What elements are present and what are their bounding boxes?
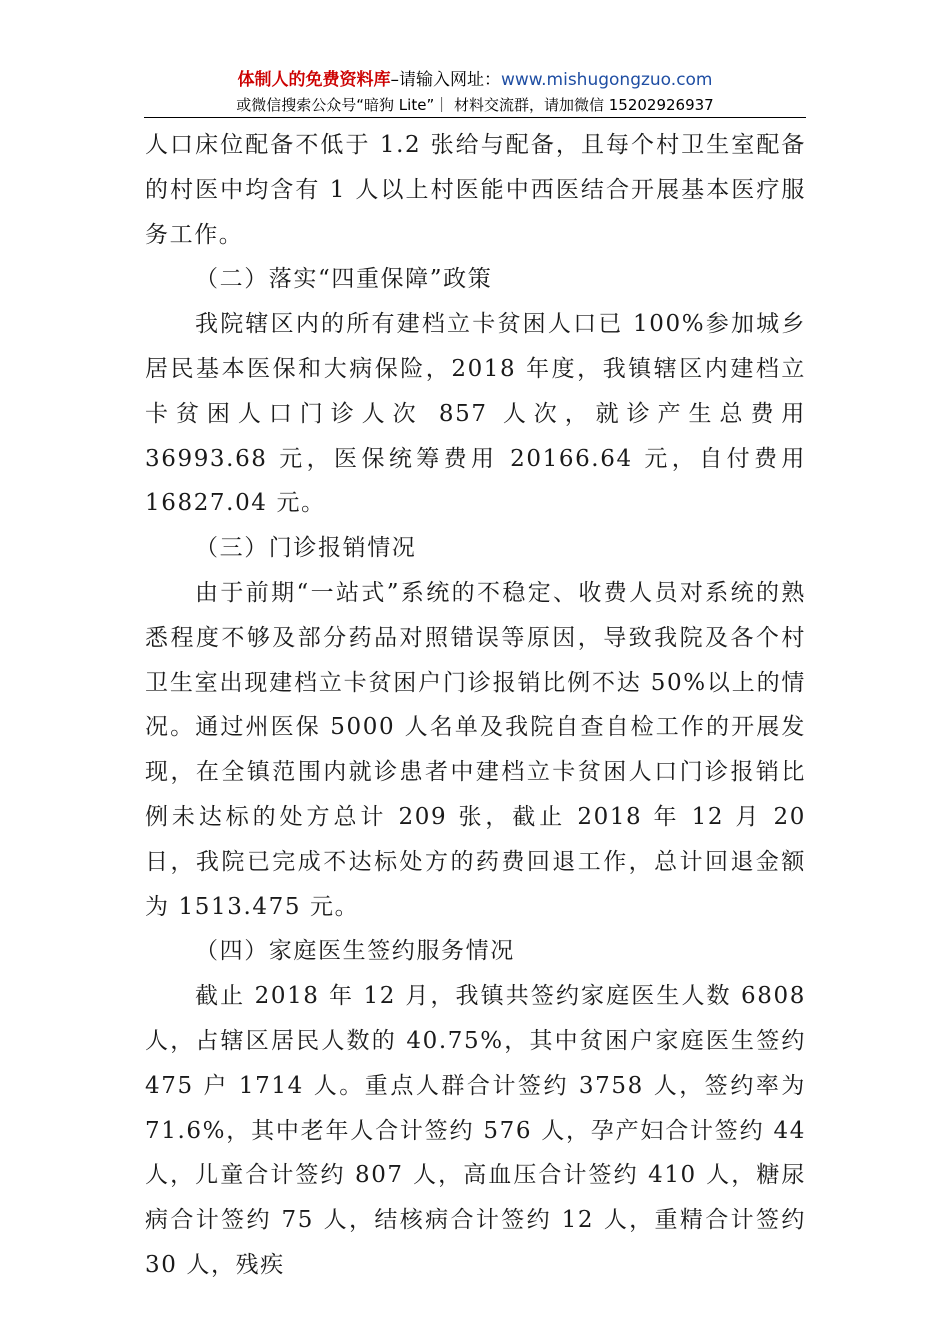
website-link[interactable]: www.mishugongzuo.com [500,70,713,90]
body-paragraph: 人口床位配备不低于 1.2 张给与配备，且每个村卫生室配备的村医中均含有 1 人以上村医能中西医结合开展基本医疗服务工作。 [145,132,806,248]
section-heading: （二）落实“四重保障”政策 [195,266,493,293]
body-paragraph: 由于前期“一站式”系统的不稳定、收费人员对系统的熟悉程度不够及部分药品对照错误等原因，导致我院及各个村卫生室出现建档立卡贫困户门诊报销比例不达 50%以上的情况。通过州医保 5000 人名单及我院自查自检工作的开展发现，在全镇范围内就诊患者中建档立卡贫困人口门诊报销比例未达标的处方总计 209 张，截止 2018 年 12 月 20 日，我院已完成不达标处方的药费回退工作，总计回退金额为 1513.475 元。 [145,579,806,920]
section-heading: （三）门诊报销情况 [195,535,417,562]
body-paragraph: 我院辖区内的所有建档立卡贫困人口已 100%参加城乡居民基本医保和大病保险，2018 年度，我镇辖区内建档立卡贫困人口门诊人次 857 人次，就诊产生总费用 36993.68 元，医保统筹费用 20166.64 元，自付费用 16827.04 元。 [145,311,806,517]
brand-name: 体制人的免费资料库 [237,70,391,90]
page-header [0,68,950,116]
body-paragraph: 截止 2018 年 12 月，我镇共签约家庭医生人数 6808 人，占辖区居民人数的 40.75%，其中贫困户家庭医生签约 475 户 1714 人。重点人群合计签约 3758 人，签约率为 71.6%，其中老年人合计签约 576 人，孕产妇合计签约 44 人，儿童合计签约 807 人，高血压合计签约 410 人，糖尿病合计签约 75 人，结核病合计签约 12 人，重精合计签约 30 人，残疾 [145,983,806,1278]
header-line-2: 或微信搜索公众号“暗狗 Lite”｜ 材料交流群，请加微信 15202926937 [236,96,714,114]
url-prompt: –请输入网址： [390,70,501,90]
header-divider [144,117,806,118]
header-line-1 [0,68,950,92]
section-heading: （四）家庭医生签约服务情况 [195,938,515,965]
document-body [145,123,806,1288]
